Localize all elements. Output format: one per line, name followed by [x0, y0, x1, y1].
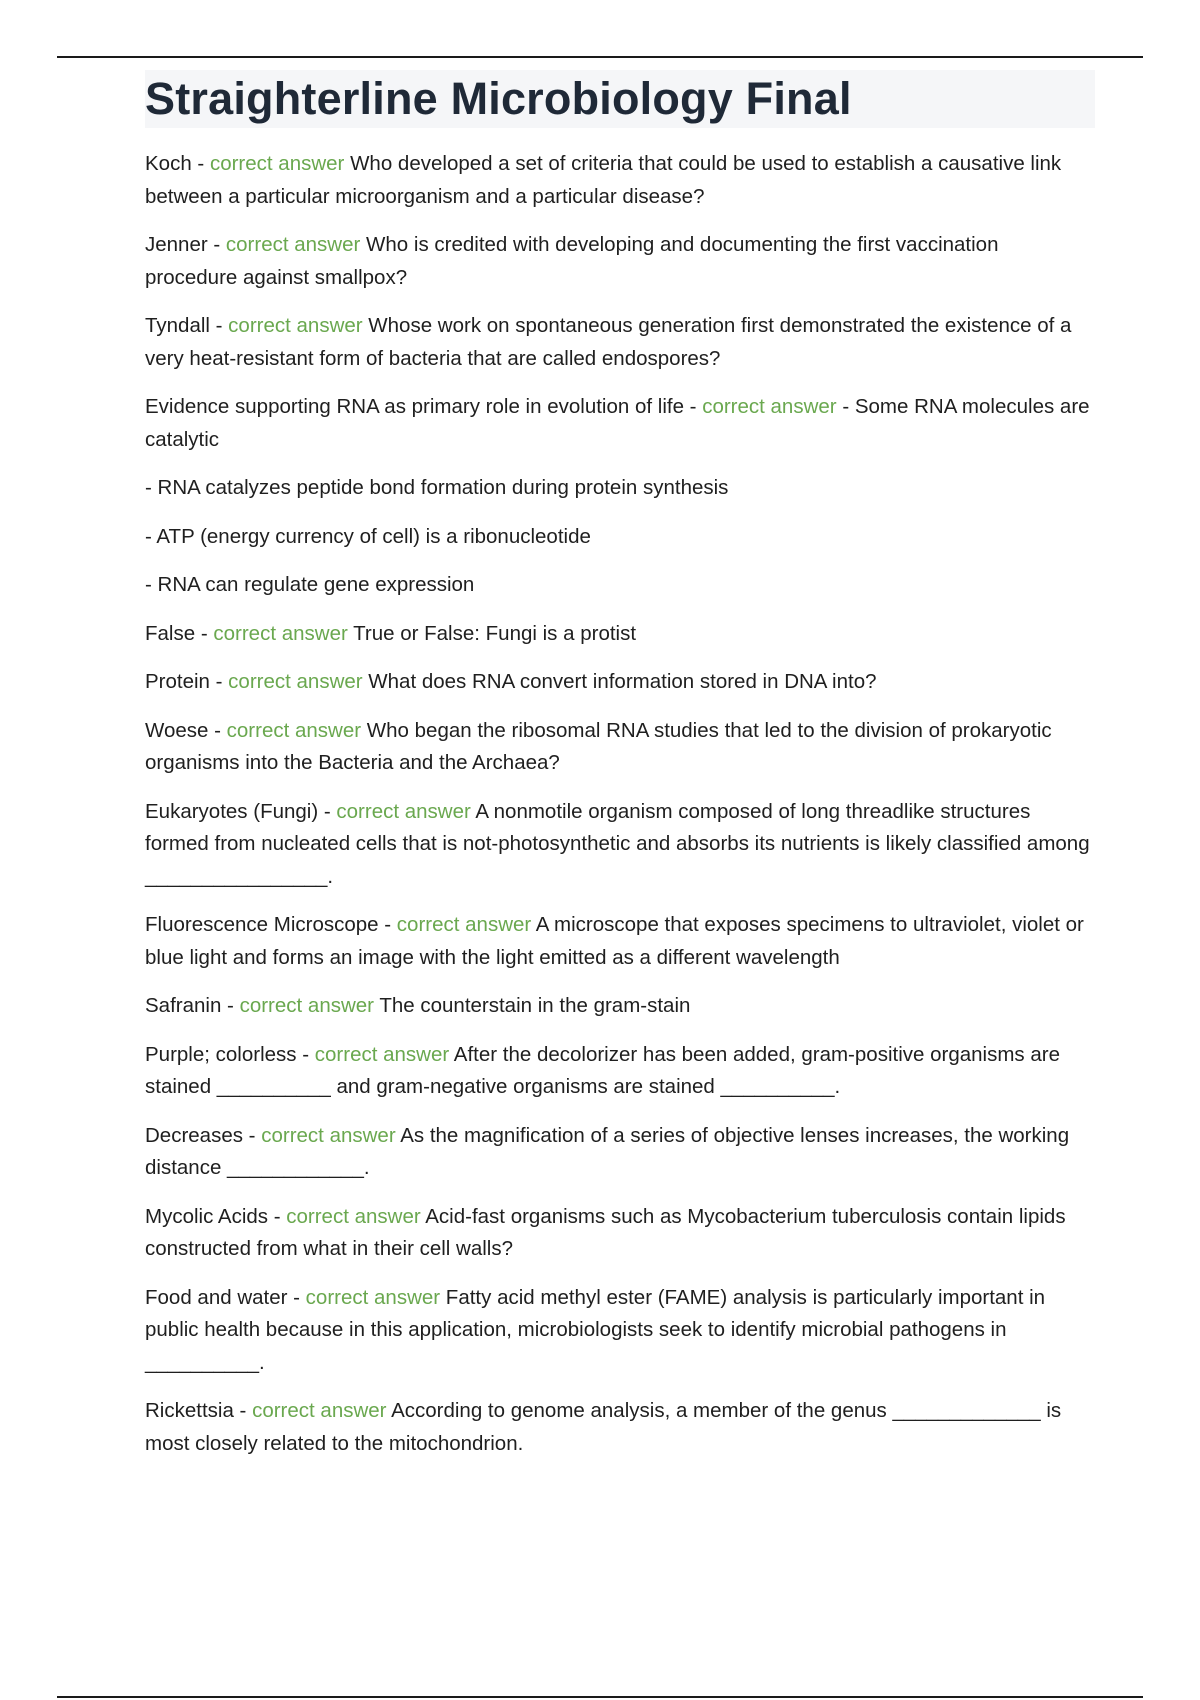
question-text: Who is credited with developing and documenting the first vaccination procedure against smallpox?	[145, 233, 999, 289]
question-text: What does RNA convert information stored in DNA into?	[362, 670, 877, 693]
qa-entry	[145, 990, 1095, 1023]
correct-answer-label: correct answer	[396, 913, 532, 936]
correct-answer-label: correct answer	[225, 233, 361, 256]
question-text: A nonmotile organism composed of long threadlike structures formed from nucleated cells that is not-photosynthetic and absorbs its nutrients is likely classified among ________________.	[145, 799, 1090, 888]
correct-answer-label: correct answer	[336, 799, 471, 823]
correct-answer-label: correct answer	[286, 1204, 421, 1228]
correct-answer-label: correct answer	[228, 314, 363, 337]
qa-entry	[145, 569, 1095, 602]
question-text: As the magnification of a series of objective lenses increases, the working distance ____________.	[145, 1123, 1070, 1179]
question-text: According to genome analysis, a member of the genus _____________ is most closely related to the mitochondrion.	[145, 1399, 1062, 1455]
question-text: Who developed a set of criteria that could be used to establish a causative link between a particular microorganism and a particular disease?	[145, 152, 1062, 208]
question-text: A microscope that exposes specimens to ultraviolet, violet or blue light and forms an image with the light emitted as a different wavelength	[145, 913, 1084, 969]
answer-term: Fluorescence Microscope -	[145, 913, 397, 936]
answer-term: Safranin -	[145, 994, 240, 1017]
correct-answer-label: correct answer	[702, 395, 837, 418]
question-text: Whose work on spontaneous generation first demonstrated the existence of a very heat-resistant form of bacteria that are called endospores?	[145, 314, 1072, 370]
qa-entry	[145, 618, 1095, 651]
question-text: True or False: Fungi is a protist	[347, 621, 637, 645]
correct-answer-label: correct answer	[314, 1042, 450, 1066]
answer-term: Jenner -	[145, 233, 226, 256]
qa-entry	[145, 666, 1095, 699]
answer-term: Mycolic Acids -	[145, 1204, 287, 1228]
qa-entry	[145, 1039, 1095, 1104]
answer-term: Purple; colorless -	[145, 1042, 315, 1066]
answer-term: Eukaryotes (Fungi) -	[145, 799, 337, 823]
question-text: After the decolorizer has been added, gram-positive organisms are stained __________ and gram-negative organisms are stained __________.	[145, 1042, 1060, 1098]
answer-term: Evidence supporting RNA as primary role in evolution of life -	[145, 395, 703, 418]
qa-entry	[145, 715, 1095, 780]
correct-answer-label: correct answer	[239, 994, 375, 1017]
correct-answer-label: correct answer	[209, 152, 345, 175]
qa-entry	[145, 1201, 1095, 1266]
answer-term: Koch -	[145, 152, 210, 175]
qa-list	[145, 148, 1095, 1460]
bullet-text: - ATP (energy currency of cell) is a ribonucleotide	[145, 524, 591, 548]
correct-answer-label: correct answer	[228, 670, 363, 693]
document-body	[145, 70, 1095, 1476]
question-text: - Some RNA molecules are catalytic	[145, 395, 1090, 451]
answer-term: False -	[145, 621, 214, 645]
question-text: Fatty acid methyl ester (FAME) analysis is particularly important in public health because in this application, microbiologists seek to identify microbial pathogens in __________.	[145, 1285, 1046, 1374]
bullet-text: - RNA catalyzes peptide bond formation during protein synthesis	[145, 476, 729, 499]
correct-answer-label: correct answer	[305, 1285, 441, 1309]
qa-entry	[145, 1395, 1095, 1460]
question-text: The counterstain in the gram-stain	[374, 994, 691, 1017]
answer-term: Decreases -	[145, 1123, 262, 1147]
answer-term: Rickettsia -	[145, 1399, 253, 1422]
qa-entry	[145, 521, 1095, 554]
answer-term: Tyndall -	[145, 314, 229, 337]
correct-answer-label: correct answer	[213, 621, 348, 645]
bottom-rule	[57, 1696, 1143, 1698]
answer-term: Protein -	[145, 670, 229, 693]
qa-entry	[145, 472, 1095, 505]
qa-entry	[145, 909, 1095, 974]
question-text: Acid-fast organisms such as Mycobacterium tuberculosis contain lipids constructed from what in their cell walls?	[145, 1204, 1066, 1260]
qa-entry	[145, 391, 1095, 456]
qa-entry	[145, 1282, 1095, 1380]
correct-answer-label: correct answer	[226, 718, 362, 742]
qa-entry	[145, 148, 1095, 213]
top-rule	[57, 56, 1143, 58]
correct-answer-label: correct answer	[252, 1399, 387, 1422]
title-bar	[145, 70, 1095, 128]
answer-term: Food and water -	[145, 1285, 306, 1309]
qa-entry	[145, 1120, 1095, 1185]
bullet-text: - RNA can regulate gene expression	[145, 573, 475, 596]
page-title: Straighterline Microbiology Final	[145, 73, 852, 124]
qa-entry	[145, 796, 1095, 894]
qa-entry	[145, 310, 1095, 375]
qa-entry	[145, 229, 1095, 294]
answer-term: Woese -	[145, 718, 227, 742]
correct-answer-label: correct answer	[261, 1123, 396, 1147]
question-text: Who began the ribosomal RNA studies that led to the division of prokaryotic organisms into the Bacteria and the Archaea?	[145, 718, 1052, 774]
